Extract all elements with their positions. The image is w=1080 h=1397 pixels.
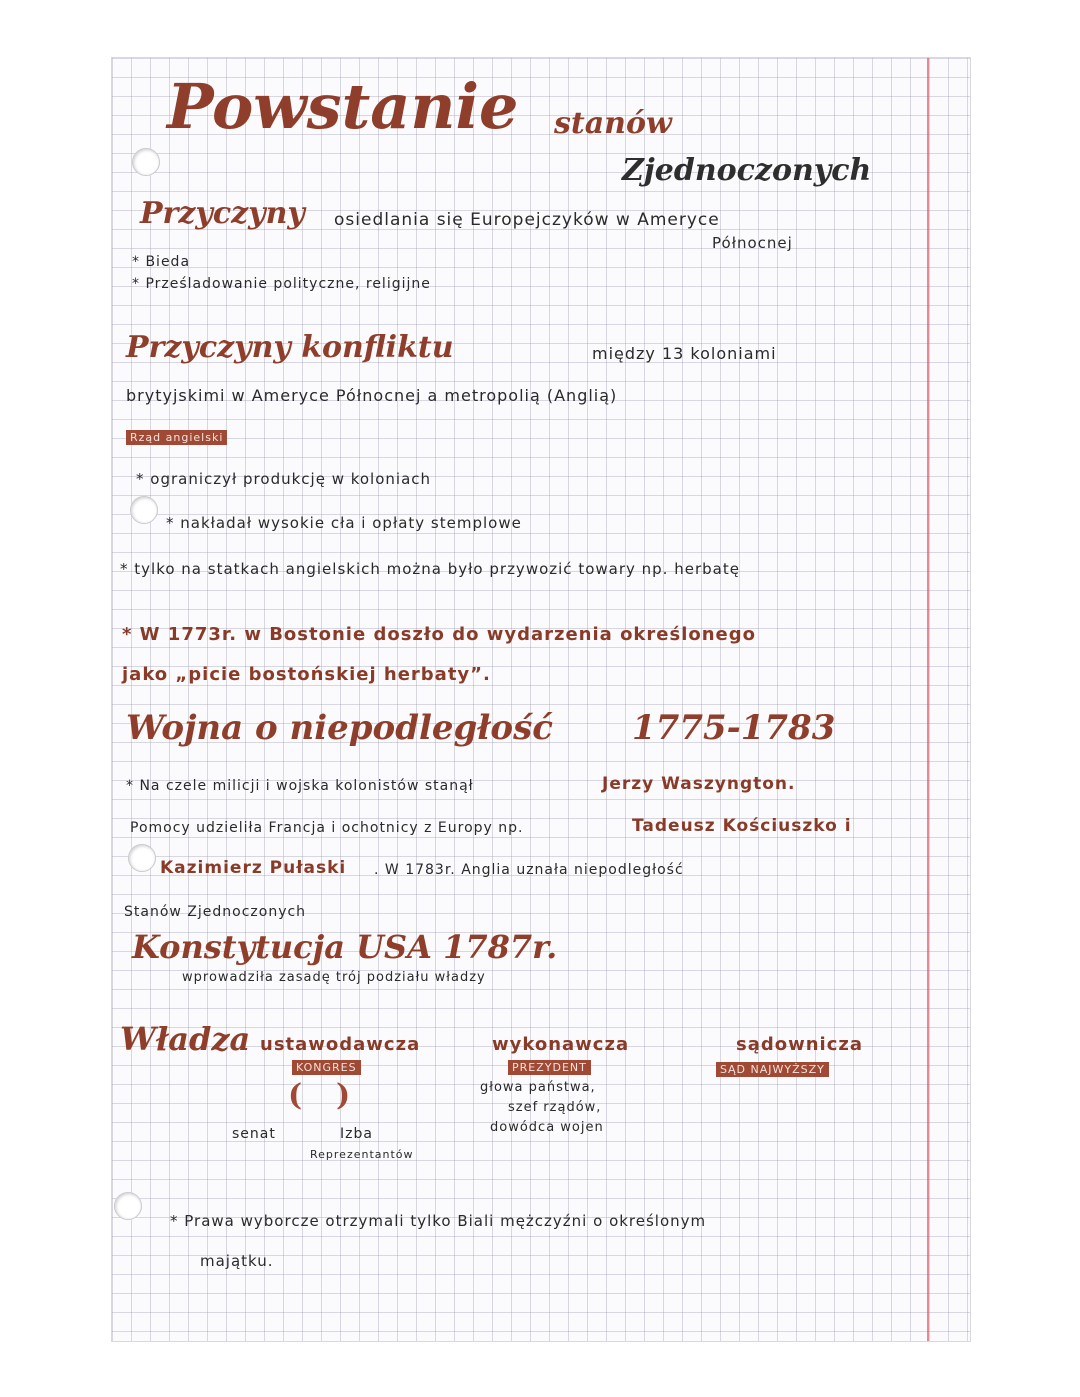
punch-hole (114, 1192, 142, 1220)
page-title-sub2: Zjednoczonych (622, 153, 872, 188)
kongres-label: KONGRES (292, 1060, 361, 1075)
section2-heading-rest: między 13 koloniami (592, 344, 777, 363)
power-judicial: sądownicza (736, 1034, 864, 1055)
section3-line1b: Jerzy Waszyngton. (602, 774, 796, 794)
section3-years: 1775-1783 (632, 708, 836, 748)
sad-najwyzszy-label: SĄD NAJWYŻSZY (716, 1062, 829, 1077)
senate-label: senat (232, 1126, 276, 1142)
section1-heading: Przyczyny (140, 196, 305, 231)
section3-line2a: Pomocy udzieliła Francja i ochotnicy z Europy np. (130, 820, 524, 836)
section1-item: * Bieda (132, 254, 191, 270)
section3-line4: Stanów Zjednoczonych (124, 904, 307, 920)
section2-item: * nakładał wysokie cła i opłaty stemplowe (166, 514, 522, 532)
margin-line (927, 58, 929, 1341)
powers-heading: Władza (120, 1020, 251, 1058)
section4-heading: Konstytucja USA 1787r. (132, 928, 558, 966)
punch-hole (128, 844, 156, 872)
exec-desc-1: głowa państwa, (480, 1080, 596, 1095)
section3-line3b: . W 1783r. Anglia uznała niepodległość (374, 862, 684, 878)
section3-line3a: Kazimierz Pułaski (160, 858, 347, 878)
section3-heading: Wojna o niepodległość (126, 708, 553, 748)
power-executive: wykonawcza (492, 1034, 630, 1055)
boston-note-line2: jako „picie bostońskiej herbaty”. (122, 664, 491, 685)
section1-heading-rest: osiedlania się Europejczyków w Ameryce (334, 210, 720, 230)
section1-heading-rest2: Północnej (712, 234, 793, 252)
punch-hole (132, 148, 160, 176)
house-label-1: Izba (340, 1126, 373, 1142)
section2-item: * tylko na statkach angielskich można było przywozić towary np. herbatę (120, 560, 740, 578)
section2-item: * ograniczył produkcję w koloniach (136, 470, 432, 488)
section3-line2b: Tadeusz Kościuszko i (632, 816, 852, 836)
footer-line1: * Prawa wyborcze otrzymali tylko Biali mężczyźni o określonym (170, 1212, 707, 1230)
exec-desc-3: dowódca wojen (490, 1120, 604, 1135)
punch-hole (130, 496, 158, 524)
bracket-right: ) (336, 1078, 351, 1113)
bracket-left: ( (288, 1078, 303, 1113)
page-title-sub1: stanów (554, 106, 672, 141)
section3-line1a: * Na czele milicji i wojska kolonistów stanął (126, 778, 474, 794)
notebook-page (112, 58, 970, 1341)
rzad-angielski-label: Rząd angielski (126, 430, 227, 445)
section4-subline: wprowadziła zasadę trój podziału władzy (182, 970, 486, 985)
house-label-2: Reprezentantów (310, 1148, 414, 1161)
footer-line2: majątku. (200, 1252, 274, 1270)
exec-desc-2: szef rządów, (508, 1100, 602, 1115)
boston-note-line1: * W 1773r. w Bostonie doszło do wydarzenia określonego (122, 624, 757, 645)
section1-item: * Prześladowanie polityczne, religijne (132, 276, 431, 292)
section2-heading-line2: brytyjskimi w Ameryce Północnej a metropolią (Anglią) (126, 386, 618, 405)
section2-heading: Przyczyny konfliktu (126, 330, 454, 365)
page-title: Powstanie (167, 70, 519, 143)
prezydent-label: PREZYDENT (508, 1060, 591, 1075)
power-legislative: ustawodawcza (260, 1034, 421, 1055)
